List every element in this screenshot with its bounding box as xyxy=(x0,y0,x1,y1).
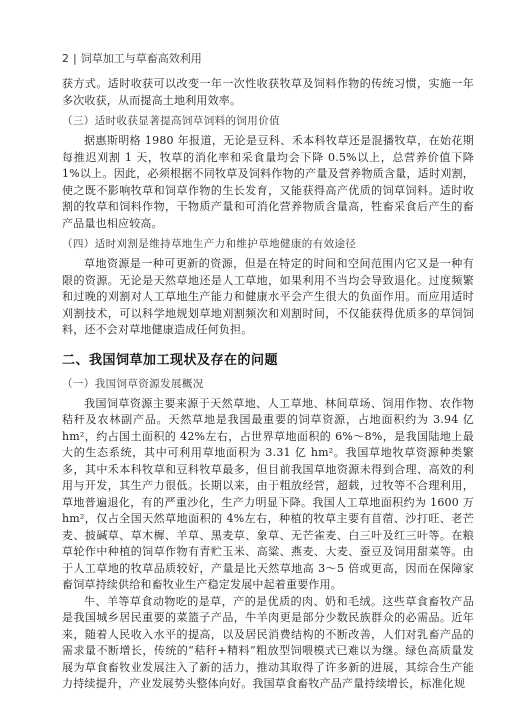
header-separator: | xyxy=(73,52,77,65)
book-title: 饲草加工与草畜高效利用 xyxy=(80,52,202,65)
section-heading: 二、我国饲草加工现状及存在的问题 xyxy=(62,352,279,368)
paragraph-harvest-value: 据惠斯明格 1980 年报道，无论是豆科、禾本科牧草还是混播牧草，在始花期每推迟刈割 1 天，牧草的消化率和采食量均会下降 0.5%以上，总营养价值下降 1%以上。因此，必须根据不同牧草及饲料作物的产量及营养物质含量，适时刈割，使之既不影响牧草和饲草作物的生长发育，又能获得高产优质的饲草饲料。适时收割的牧草和饲料作物，干物质产量和可消化营养物质含量高，牲畜采食后产生的畜产品量也相应较高。 xyxy=(62,134,474,230)
paragraph-continued: 获方式。适时收获可以改变一年一次性收获牧草及饲料作物的传统习惯，实施一年多次收获，从而提高土地利用效率。 xyxy=(62,77,474,107)
subsection-heading-3: （三）适时收获显著提高饲草饲料的饲用价值 xyxy=(62,115,280,127)
paragraph-herbivore-products: 牛、羊等草食动物吃的是草，产的是优质的肉、奶和毛绒。这些草食畜牧产品是我国城乡居民重要的菜篮子产品，牛羊肉更是部分少数民族群众的必需品。近年来，随着人民收入水平的提高，以及居民消费结构的不断改善，人们对乳畜产品的需求量不断增长，传统的“秸秆+精料”粗放型饲喂模式已难以为继。绿色高质量发展为草食畜牧业发展注入了新的活力，推动其取得了许多新的进展，其综合生产能力持续提升，产业发展势头整体向好。我国草食畜牧产品产量持续增长，标准化规 xyxy=(62,594,474,690)
paragraph-forage-resources: 我国饲草资源主要来源于天然草地、人工草地、林间草场、饲用作物、农作物秸秆及农林副产品。天然草地是我国最重要的饲草资源，占地面积约为 3.94 亿 hm²，约占国土面积的 42%左右，占世界草地面积的 6%～8%，是我国陆地上最大的生态系统，其中可利用草地面积为 3.31 亿 hm²。我国草地牧草资源种类繁多，其中禾本科牧草和豆科牧草最多，但目前我国草地资源未得到合理、高效的利用与开发，其生产力很低。长期以来，由于粗放经营，超载，过牧等不合理利用，草地普遍退化，有的严重沙化，生产力明显下降。我国人工草地面积约为 1600 万 hm²，仅占全国天然草地面积的 4%左右，种植的牧草主要有苜蓿、沙打旺、老芒麦、披碱草、草木樨、羊草、黑麦草、象草、无芒雀麦、白三叶及红三叶等。在粮草轮作中种植的饲草作物有青贮玉米、高粱、燕麦、大麦、蚕豆及饲用甜菜等。由于人工草地的牧草品质较好，产量是比天然草地高 3～5 倍或更高，因而在保障家畜饲草持续供给和畜牧业生产稳定发展中起着重要作用。 xyxy=(62,396,474,591)
page-body xyxy=(62,76,474,693)
page-number: 2 xyxy=(62,52,69,65)
subsection-heading-4: （四）适时刈割是维持草地生产力和维护草地健康的有效途径 xyxy=(62,238,357,250)
paragraph-grassland-health: 草地资源是一种可更新的资源，但是在特定的时间和空间范围内它又是一种有限的资源。无论是天然草地还是人工草地，如果利用不当均会导致退化。过度频繁和过晚的刈割对人工草地生产能力和健康水平会产生很大的负面作用。而应用适时刈割技术，可以科学地规划草地刈割频次和刈割时间，不仅能获得优质多的草饲饲料，还不会对草地健康造成任何负担。 xyxy=(62,257,474,336)
subsection-heading-1: （一）我国饲草资源发展概况 xyxy=(62,377,204,390)
running-header xyxy=(62,50,202,66)
